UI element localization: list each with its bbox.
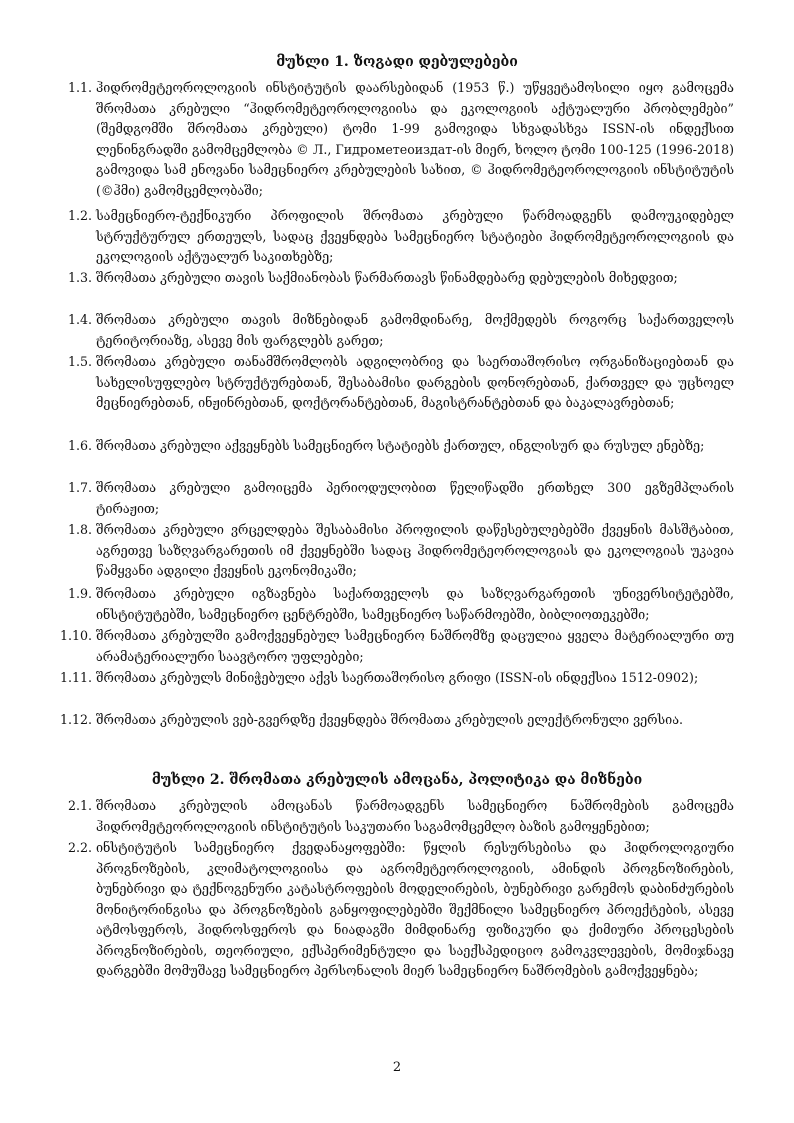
clause-1-4 — [60, 310, 734, 351]
clause-1-11 — [60, 668, 734, 689]
clause-1-2 — [60, 206, 734, 268]
page-number: 2 — [392, 1060, 402, 1075]
clause-text: შრომათა კრებული გამოიცემა პერიოდულობით წელიწადში ერთხელ 300 ეგზემპლარის ტირაჟით; — [96, 480, 734, 516]
clause-number: 1.10. — [60, 628, 93, 643]
section-1-title: მუხლი 1. ზოგადი დებულებები — [276, 54, 518, 70]
clause-1-3 — [60, 268, 734, 289]
clause-2-1 — [60, 796, 734, 837]
clause-number: 2.2. — [67, 840, 92, 855]
clause-1-9 — [60, 584, 734, 625]
clause-number: 1.4. — [67, 312, 92, 327]
clause-text: ჰიდრომეტეოროლოგიის ინსტიტუტის დაარსებიდან (1953 წ.) უწყვეტამოსილი იყო გამოცემა შრომათა კრებული “ჰიდრომეტეოროლოგიისა და ეკოლოგიის აქტუალური პრობლემები” (შემდგომში შრომათა კრებული) ტომი 1-99 გამოვიდა სხვადასხვა ISSN-ის ინდექსით ლენინგრადში გამომცემლობა © Л., Гидрометеоиздат-ის მიერ, ხოლო ტომი 100-125 (1996-2018) გამოვიდა სამ ენოვანი სამეცნიერო კრებულების სახით, © ჰიდრომეტეოროლოგიის ინსტიტუტის (©ჰმი) გამომცემლობაში; — [96, 80, 734, 198]
clause-number: 1.2. — [67, 208, 92, 223]
clause-1-8 — [60, 520, 734, 582]
clause-text: სამეცნიერო-ტექნიკური პროფილის შრომათა კრებული წარმოადგენს დამოუკიდებელ სტრუქტურულ ერთეულს, სადაც ქვეყნდება სამეცნიერო სტატიები ჰიდრომეტეოროლოგიის და ეკოლოგიის აქტუალურ საკითხებზე; — [96, 208, 734, 264]
clause-1-12 — [60, 710, 734, 731]
clause-number: 1.1. — [67, 80, 92, 95]
clause-text: შრომათა კრებულის ამოცანას წარმოადგენს სამეცნიერო ნაშრომების გამოცემა ჰიდრომეტეოროლოგიის ინსტიტუტის საკუთარი საგამომცემლო ბაზის გამოყენებით; — [96, 798, 734, 834]
clause-1-10 — [60, 626, 734, 667]
clause-text: შრომათა კრებულის ვებ-გვერდზე ქვეყნდება შრომათა კრებულის ელექტრონული ვერსია. — [96, 712, 684, 727]
clause-1-6 — [60, 436, 734, 457]
clause-number: 1.12. — [60, 712, 93, 727]
clause-number: 1.3. — [67, 270, 92, 285]
clause-text: შრომათა კრებულში გამოქვეყნებულ სამეცნიერო ნაშრომზე დაცულია ყველა მატერიალური თუ არამატერიალური საავტორო უფლებები; — [96, 628, 734, 664]
clause-number: 1.8. — [67, 522, 92, 537]
clause-text: შრომათა კრებული აქვეყნებს სამეცნიერო სტატიებს ქართულ, ინგლისურ და რუსულ ენებზე; — [96, 438, 705, 453]
clause-text: შრომათა კრებული ვრცელდება შესაბამისი პროფილის დაწესებულებებში ქვეყნის მასშტაბით, აგრეთვე საზღვარგარეთის იმ ქვეყნებში სადაც ჰიდრომეტეოროლოგიას და ეკოლოგიას უკავია წამყვანი ადგილი ქვეყნის ეკონომიკაში; — [96, 522, 734, 578]
clause-text: შრომათა კრებული თანამშრომლობს ადგილობრივ და საერთაშორისო ორგანიზაციებთან და სახელისუფლებო სტრუქტურებთან, შესაბამისი დარგების დონორებთან, ქართველ და უცხოელ მეცნიერებთან, ინჟინრებთან, დოქტორანტებთან, მაგისტრანტებთან და ბაკალავრებთან; — [96, 354, 734, 410]
clause-number: 1.11. — [60, 670, 93, 685]
clause-text: შრომათა კრებული იგზავნება საქართველოს და საზღვარგარეთის უნივერსიტეტებში, ინსტიტუტებში, სამეცნიერო ცენტრებში, სამეცნიერო საწარმოებში, ბიბლიოთეკებში; — [96, 586, 734, 622]
clause-1-7 — [60, 478, 734, 519]
clause-number: 1.6. — [67, 438, 92, 453]
clause-text: შრომათა კრებული თავის მიზნებიდან გამომდინარე, მოქმედებს როგორც საქართველოს ტერიტორიაზე, ასევე მის ფარგლებს გარეთ; — [96, 312, 734, 348]
clause-number: 1.7. — [67, 480, 92, 495]
clause-text: ინსტიტუტის სამეცნიერო ქვედანაყოფებში: წყლის რესურსებისა და ჰიდროლოგიური პროგნოზების, კლიმატოლოგიისა და აგრომეტეოროლოგიის, ამინდის პროგნოზირების, ბუნებრივი და ტექნოგენური კატასტროფების მოდელირების, ბუნებრივი გარემოს დაბინძურების მონიტორინგისა და პროგნოზების განყოფილებებში შექმნილი სამეცნიერო პროექტების, ასევე ატმოსფეროს, ჰიდროსფეროს და ნიადაგში მიმდინარე ფიზიკური და ქიმიური პროცესების პროგნოზირების, თეორიული, ექსპერიმენტული და საექსპედიციო გამოკვლევების, მომიჯნავე დარგებში მომუშავე სამეცნიერო პერსონალის მიერ სამეცნიერო ნაშრომების გამოქვეყნება; — [96, 840, 734, 978]
clause-text: შრომათა კრებული თავის საქმიანობას წარმართავს წინამდებარე დებულების მიხედვით; — [96, 270, 678, 285]
clause-text: შრომათა კრებულს მინიჭებული აქვს საერთაშორისო გრიფი (ISSN-ის ინდექსია 1512-0902); — [96, 670, 699, 685]
clause-number: 2.1. — [67, 798, 92, 813]
clause-number: 1.9. — [67, 586, 92, 601]
section-2-title: მუხლი 2. შრომათა კრებულის ამოცანა, პოლიტიკა და მიზნები — [151, 772, 643, 788]
clause-1-5 — [60, 352, 734, 414]
clause-number: 1.5. — [67, 354, 92, 369]
clause-1-1 — [60, 78, 734, 201]
clause-2-2 — [60, 838, 734, 982]
